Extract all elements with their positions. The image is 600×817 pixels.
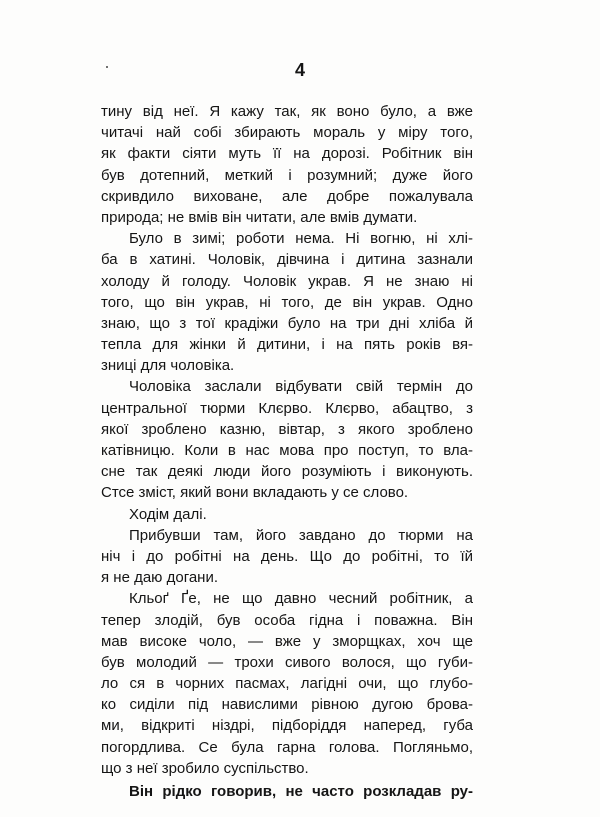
text-line: зниці для чоловіка. xyxy=(101,357,235,375)
text-line: мав високе чоло, — вже у зморщках, хоч ще xyxy=(101,632,473,650)
text-line: холоду й голоду. Чоловік украв. Я не знаю ні xyxy=(101,272,473,290)
text-line: центральної тюрми Клєрво. Клєрво, абацтво, з xyxy=(101,399,473,417)
text-line: погордлива. Се була гарна голова. Погляньмо, xyxy=(101,738,473,756)
text-line: тепер злодій, був особа гідна і поважна. Він xyxy=(101,611,473,629)
text-line: сне так деякі люди його розуміють і виконують. xyxy=(101,463,473,481)
text-line: того, що він украв, ні того, де він украв. Одно xyxy=(101,293,473,311)
body-text xyxy=(101,101,473,802)
text-line: Кльоґ Ґе, не що давно чесний робітник, а xyxy=(129,590,473,608)
text-line: Чоловіка заслали відбувати свій термін до xyxy=(129,378,473,396)
text-line: Стсе зміст, який вони вкладають у се слово. xyxy=(101,484,409,502)
text-line: я не даю догани. xyxy=(101,569,219,587)
text-line: Прибувши там, його завдано до тюрми на xyxy=(129,526,473,544)
page-number: 4 xyxy=(294,60,305,80)
text-line: скривдило виховане, але добре пожалувала xyxy=(101,187,473,205)
text-line: був дотепний, меткий і розумний; дуже його xyxy=(101,166,473,184)
text-line: був молодий — трохи сивого волося, що губи- xyxy=(101,653,473,671)
text-line: ко сиділи під навислими рівною дугою брова- xyxy=(101,696,473,714)
text-line: знаю, що з тої крадіжи було на три дні хліба й xyxy=(101,314,473,332)
text-line: тину від неї. Я кажу так, як воно було, а вже xyxy=(101,103,473,120)
text-line: ба в хатині. Чоловік, дівчина і дитина зазнали xyxy=(101,251,473,269)
text-line: природа; не вмів він читати, але вмів думати. xyxy=(101,208,418,226)
text-line: якої зроблено казню, вівтар, з якого зроблено xyxy=(101,420,473,438)
text-line: читачі най собі збирають мораль у міру того, xyxy=(101,124,473,142)
text-line: ніч і до робітні на день. Що до робітні, то їй xyxy=(101,547,473,565)
text-line: тепла для жінки й дитини, і на пять років вя- xyxy=(101,336,473,354)
text-line: Він рідко говорив, не часто розкладав ру- xyxy=(129,783,473,800)
text-line: катівницю. Коли в нас мова про поступ, то вла- xyxy=(101,442,473,459)
text-line: що з неї зробило суспільство. xyxy=(101,759,309,777)
text-line: як факти сіяти муть її на дорозі. Робітник він xyxy=(101,145,473,163)
text-line: Було в зимі; роботи нема. Ні вогню, ні хлі- xyxy=(129,230,473,248)
text-line: Ходім далі. xyxy=(129,505,207,523)
text-line: ми, відкриті ніздрі, підборіддя наперед, губа xyxy=(101,717,473,735)
text-line: ло ся в чорних пасмах, лагідні очи, що глубо- xyxy=(101,675,473,693)
